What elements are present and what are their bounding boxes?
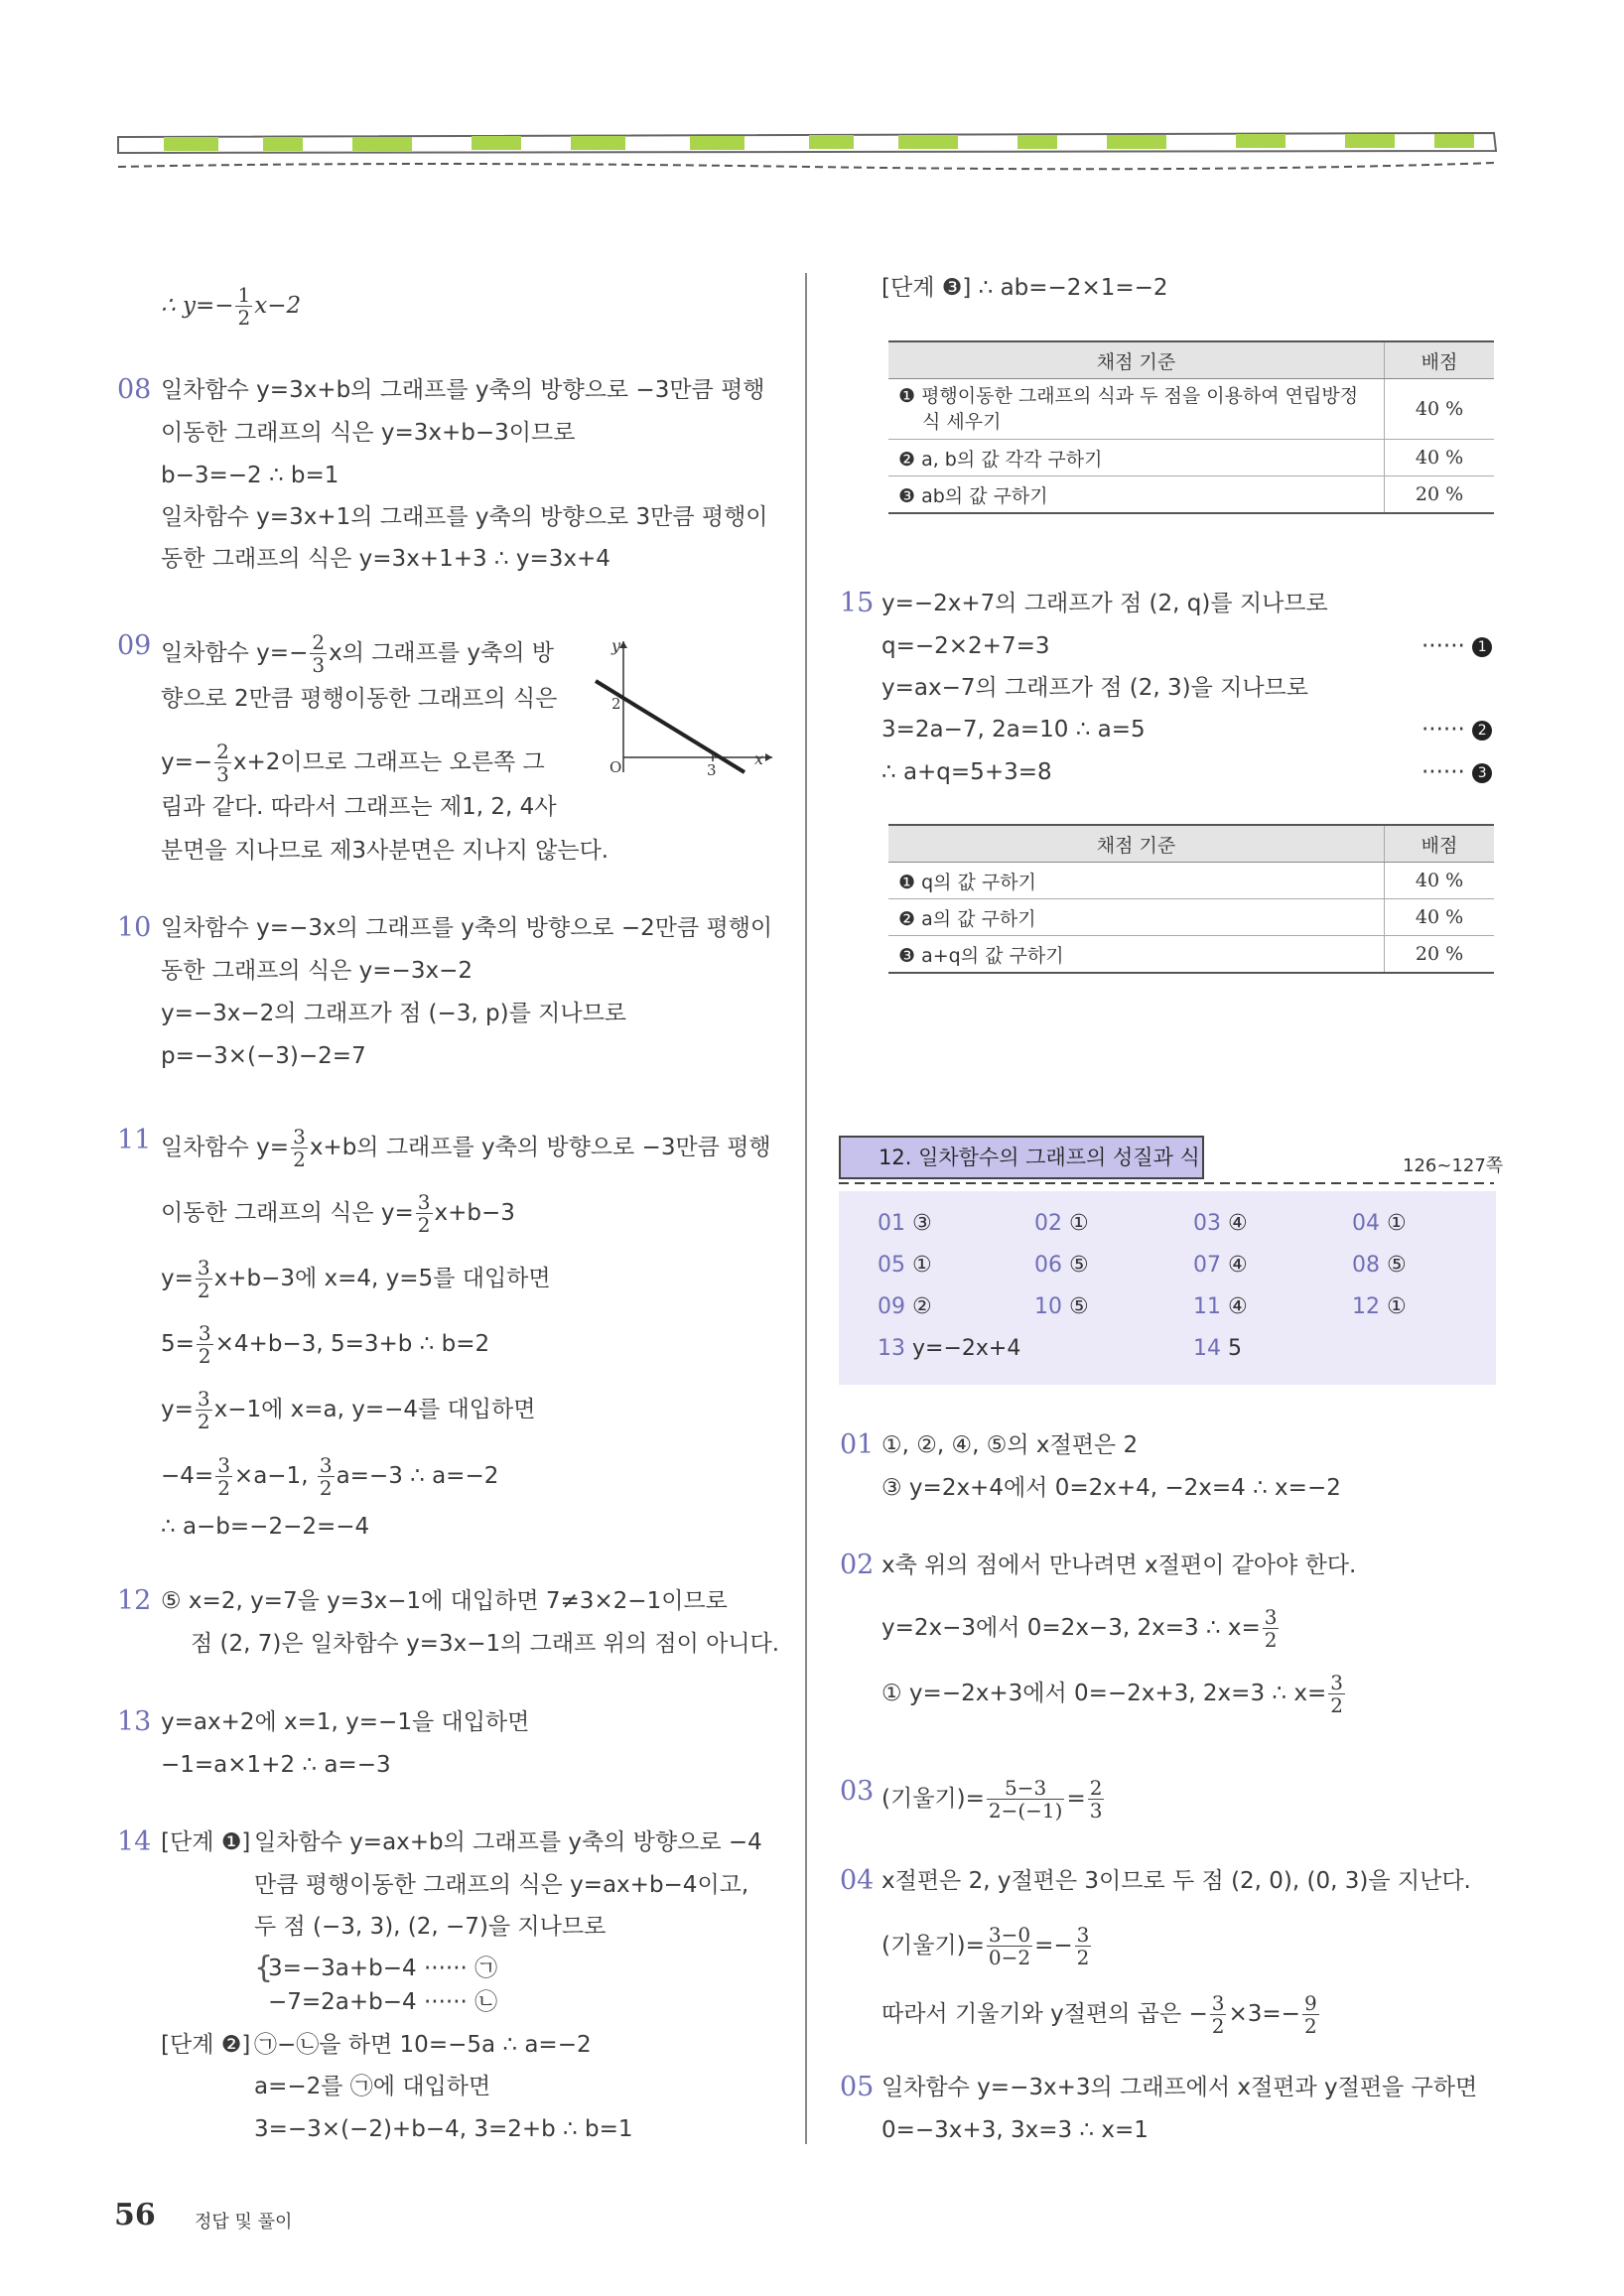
graph-origin: O — [609, 758, 622, 776]
q04-line-a: x절편은 2, y절편은 3이므로 두 점 (2, 0), (0, 3)을 지난다. — [881, 1868, 1471, 1894]
graph-x-label: x — [754, 749, 764, 768]
q05-number: 05 — [840, 2072, 875, 2102]
section-pages: 126~127쪽 — [1403, 1155, 1504, 1176]
answer-05: 05 ① — [878, 1253, 932, 1278]
p11-line-b: 이동한 그래프의 식은 y= $\frac{3}{2}$ x+b−3 — [161, 1190, 515, 1237]
p14-line-e: −7=2a+b−4 ······ ㉡ — [268, 1989, 498, 2015]
p15-dots-2: ······ 2 — [1421, 715, 1492, 744]
graph-tick-x: 3 — [707, 761, 717, 779]
q04-line-b: (기울기)= $\frac{3-0}{0-2}$ =− $\frac{3}{2}$ — [881, 1923, 1090, 1969]
column-divider — [805, 273, 807, 2144]
table2-header-points: 배점 — [1385, 825, 1495, 863]
p09-line-d: 림과 같다. 따라서 그래프는 제1, 2, 4사 — [161, 794, 557, 820]
q05-line-b: 0=−3x+3, 3x=3 ∴ x=1 — [881, 2117, 1149, 2143]
p14-line-a: 일차함수 y=ax+b의 그래프를 y축의 방향으로 −4 — [254, 1829, 762, 1855]
problem-12-number: 12 — [117, 1585, 152, 1616]
answer-12: 12 ① — [1352, 1294, 1407, 1319]
answer-04: 04 ① — [1352, 1211, 1407, 1236]
problem-15-number: 15 — [840, 588, 875, 618]
table2-row-2: ❷ a의 값 구하기 — [888, 899, 1385, 936]
p08-line-e: 동한 그래프의 식은 y=3x+1+3 ∴ y=3x+4 — [161, 546, 610, 572]
graph-tick-y: 2 — [611, 695, 621, 713]
p13-line-b: −1=a×1+2 ∴ a=−3 — [161, 1752, 391, 1778]
p15-line-d: 3=2a−7, 2a=10 ∴ a=5 — [881, 717, 1146, 743]
answer-06: 06 ⑤ — [1034, 1253, 1089, 1278]
p14-line-d: 3=−3a+b−4 ······ ㉠ — [268, 1956, 498, 1981]
table1-row-1: ❶ 평행이동한 그래프의 식과 두 점을 이용하여 연립방정 식 세우기 — [888, 379, 1385, 440]
q01-line-b: ③ y=2x+4에서 0=2x+4, −2x=4 ∴ x=−2 — [881, 1475, 1341, 1501]
p15-line-b: q=−2×2+7=3 — [881, 633, 1050, 659]
q02-line-b: y=2x−3에서 0=2x−3, 2x=3 ∴ x= $\frac{3}{2}$ — [881, 1605, 1278, 1652]
p15-dots-3: ······ 3 — [1421, 757, 1492, 787]
p08-line-d: 일차함수 y=3x+1의 그래프를 y축의 방향으로 3만큼 평행이 — [161, 504, 768, 530]
answer-14: 14 5 — [1193, 1336, 1242, 1361]
p11-line-g: ∴ a−b=−2−2=−4 — [161, 1514, 370, 1540]
q03-line: (기울기)= $\frac{5-3}{2-(-1)}$ = $\frac{2}{3}$ — [881, 1776, 1103, 1823]
answer-09: 09 ② — [878, 1294, 932, 1319]
p09-line-c: y=− $\frac{2}{3}$ x+2이므로 그래프는 오른쪽 그 — [161, 740, 545, 786]
score-table-14: 채점 기준 배점 ❶ 평행이동한 그래프의 식과 두 점을 이용하여 연립방정 식 세우기 40 % ❷ a, b의 값 각각 구하기 40 % ❸ ab의 값 구하기 20 % — [888, 340, 1494, 514]
q02-number: 02 — [840, 1550, 875, 1580]
problem-10-number: 10 — [117, 912, 152, 943]
answer-10: 10 ⑤ — [1034, 1294, 1089, 1319]
p11-line-e: y= $\frac{3}{2}$ x−1에 x=a, y=−4를 대입하면 — [161, 1387, 536, 1433]
line-08-pre: ∴ y=− $\frac{1}{2}$ x−2 — [161, 283, 302, 330]
graph-09 — [586, 633, 784, 782]
p14-line-f: ㉠−㉡을 하면 10=−5a ∴ a=−2 — [254, 2032, 592, 2058]
p10-line-b: 동한 그래프의 식은 y=−3x−2 — [161, 958, 473, 984]
table1-header-criteria: 채점 기준 — [888, 341, 1385, 379]
p14-step1: [단계 ❶] — [161, 1829, 251, 1855]
header-decoration — [114, 127, 1499, 173]
table2-row-1: ❶ q의 값 구하기 — [888, 863, 1385, 899]
p14-line-g: a=−2를 ㉠에 대입하면 — [254, 2074, 491, 2099]
p09-line-a: 일차함수 y=− $\frac{2}{3}$ x의 그래프를 y축의 방 — [161, 630, 554, 677]
p12-line-b: 점 (2, 7)은 일차함수 y=3x−1의 그래프 위의 점이 아니다. — [191, 1631, 780, 1657]
q03-number: 03 — [840, 1776, 875, 1807]
p15-line-a: y=−2x+7의 그래프가 점 (2, q)를 지나므로 — [881, 591, 1328, 616]
p15-line-e: ∴ a+q=5+3=8 — [881, 759, 1052, 785]
p08-line-a: 일차함수 y=3x+b의 그래프를 y축의 방향으로 −3만큼 평행 — [161, 377, 765, 403]
section-dashed-line — [839, 1177, 1499, 1189]
problem-13-number: 13 — [117, 1706, 152, 1737]
p14-line-b: 만큼 평행이동한 그래프의 식은 y=ax+b−4이고, — [254, 1872, 749, 1898]
p14-line-c: 두 점 (−3, 3), (2, −7)을 지나므로 — [254, 1914, 607, 1940]
graph-y-label: y — [611, 636, 621, 655]
q02-line-c: ① y=−2x+3에서 0=−2x+3, 2x=3 ∴ x= $\frac{3}{2}$ — [881, 1671, 1343, 1717]
page-number: 56 — [114, 2198, 156, 2232]
table2-row-3: ❸ a+q의 값 구하기 — [888, 936, 1385, 974]
p11-line-a: 일차함수 y= $\frac{3}{2}$ x+b의 그래프를 y축의 방향으로 −3만큼 평행 — [161, 1125, 771, 1171]
table1-row-2: ❷ a, b의 값 각각 구하기 — [888, 440, 1385, 476]
p10-line-a: 일차함수 y=−3x의 그래프를 y축의 방향으로 −2만큼 평행이 — [161, 915, 773, 941]
problem-09-number: 09 — [117, 630, 152, 661]
problem-11-number: 11 — [117, 1125, 152, 1155]
p14-step2: [단계 ❷] — [161, 2032, 251, 2058]
p11-line-d: 5= $\frac{3}{2}$ ×4+b−3, 5=3+b ∴ b=2 — [161, 1321, 490, 1368]
p14-line-h: 3=−3×(−2)+b−4, 3=2+b ∴ b=1 — [254, 2116, 633, 2142]
answer-02: 02 ① — [1034, 1211, 1089, 1236]
p09-line-e: 분면을 지나므로 제3사분면은 지나지 않는다. — [161, 838, 609, 864]
q05-line-a: 일차함수 y=−3x+3의 그래프에서 x절편과 y절편을 구하면 — [881, 2075, 1478, 2100]
q01-number: 01 — [840, 1429, 875, 1460]
table1-header-points: 배점 — [1385, 341, 1495, 379]
p09-line-b: 향으로 2만큼 평행이동한 그래프의 식은 — [161, 686, 558, 712]
p15-dots-1: ······ 1 — [1421, 631, 1492, 661]
answer-03: 03 ④ — [1193, 1211, 1248, 1236]
p15-line-c: y=ax−7의 그래프가 점 (2, 3)을 지나므로 — [881, 675, 1308, 701]
answer-07: 07 ④ — [1193, 1253, 1248, 1278]
problem-08-number: 08 — [117, 374, 152, 405]
answer-01: 01 ③ — [878, 1211, 932, 1236]
q04-number: 04 — [840, 1865, 875, 1896]
problem-14-number: 14 — [117, 1826, 152, 1857]
q01-line-a: ①, ②, ④, ⑤의 x절편은 2 — [881, 1432, 1139, 1458]
section-title: 12. 일차함수의 그래프의 성질과 식 — [879, 1146, 1200, 1169]
table1-row-3: ❸ ab의 값 구하기 — [888, 476, 1385, 514]
q04-line-c: 따라서 기울기와 y절편의 곱은 − $\frac{3}{2}$ ×3=− $\frac{9}{2}$ — [881, 1991, 1317, 2038]
score-table-15: 채점 기준 배점 ❶ q의 값 구하기 40 % ❷ a의 값 구하기 40 % ❸ a+q의 값 구하기 20 % — [888, 824, 1494, 974]
p12-line-a: ⑤ x=2, y=7을 y=3x−1에 대입하면 7≠3×2−1이므로 — [161, 1588, 728, 1614]
answer-11: 11 ④ — [1193, 1294, 1248, 1319]
p11-line-c: y= $\frac{3}{2}$ x+b−3에 x=4, y=5를 대입하면 — [161, 1256, 551, 1302]
answer-08: 08 ⑤ — [1352, 1253, 1407, 1278]
p10-line-d: p=−3×(−3)−2=7 — [161, 1043, 366, 1069]
p08-line-b: 이동한 그래프의 식은 y=3x+b−3이므로 — [161, 420, 576, 446]
p13-line-a: y=ax+2에 x=1, y=−1을 대입하면 — [161, 1709, 530, 1735]
p08-line-c: b−3=−2 ∴ b=1 — [161, 463, 339, 488]
p11-line-f: −4= $\frac{3}{2}$ ×a−1, $\frac{3}{2}$ a=−3 ∴ a=−2 — [161, 1453, 499, 1500]
answer-13: 13 y=−2x+4 — [878, 1336, 1021, 1361]
p14-step3: [단계 ❸] ∴ ab=−2×1=−2 — [881, 275, 1168, 301]
p10-line-c: y=−3x−2의 그래프가 점 (−3, p)를 지나므로 — [161, 1001, 627, 1026]
p14-brace: { — [254, 1951, 274, 1985]
book-label: 정답 및 풀이 — [195, 2212, 293, 2232]
table2-header-criteria: 채점 기준 — [888, 825, 1385, 863]
q02-line-a: x축 위의 점에서 만나려면 x절편이 같아야 한다. — [881, 1553, 1357, 1578]
